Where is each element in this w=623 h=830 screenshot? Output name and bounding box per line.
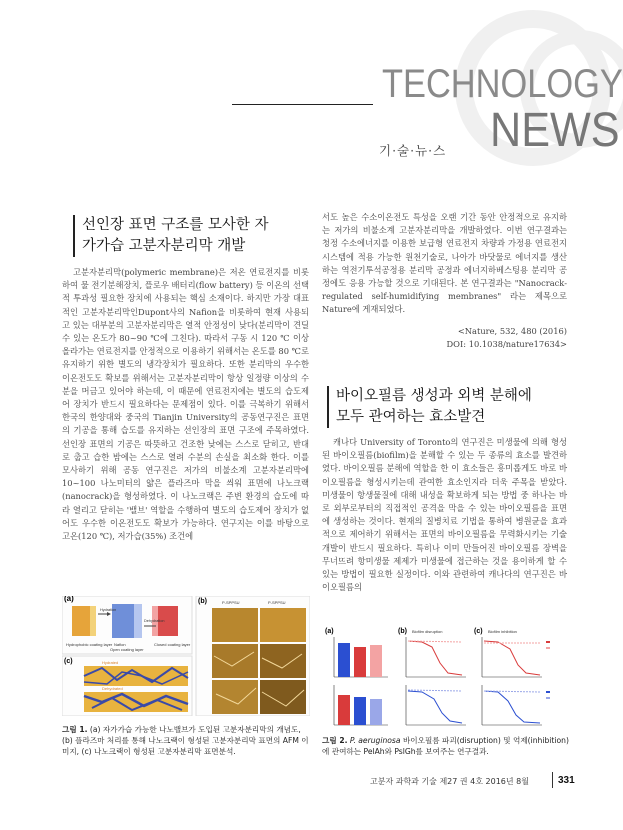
- article1-paragraph: 고분자분리막(polymeric membrane)은 저온 연료전지를 비롯하여 물 전기분해장치, 플로우 배터리(flow battery) 등 이온의 선택적 투과성 필요한 장치에 사용되는 핵심 소재이다. 하지만 가장 대표적인 고분자분리막인Dupont사의 Nafion을 비롯하여 현재 사용되고 있는 대부분의 고분자분리막은 열적 안정성이 낮다(분리막이 견딜 수 있는 온도가 80~90 ℃에 그친다). 따라서 구동 시 120 ℃ 이상 올라가는 연료전지를 안정적으로 이용하기 위해서는 온도를 80 ℃로 유지하기 위한 별도의 냉각장치가 필요하다. 또한 분리막의 우수한 이온전도도 확보를 위해서는 고분자분리막이 항상 일정량 이상의 수분을 머금고 있어야 하는데, 이 때문에 연료전지에는 별도의 습도제어 장치가 반드시 필요하다는 문제점이 있다. 이를 극복하기 위해서 한국의 한양대와 중국의 Tianjin University의 공동연구진은 표면의 기공을 통해 습도를 유지하는 선인장의 표면 구조에 주목하였다. 선인장 표면의 기공은 따뜻하고 건조한 낮에는 스스로 닫히고, 반대로 춥고 습한 밤에는 스스로 열려 수분의 손실을 최소화 한다. 이를 모사하기 위해 공동 연구진은 저가의 비불소계 고분자분리막에 10~100 나노미터의 얇은 플라즈마 막을 씌워 표면에 나노크랙(nanocrack)을 형성하였다. 이 나노크랙은 주변 환경의 습도에 따라 열리고 닫히는 '밸브' 역할을 수행하여 별도의 습도제어 장치가 없어도 우수한 이온전도도 확보가 가능하다. 연구지는 이를 바탕으로 고온(120 ℃), 저가습(35%) 조건에: [62, 267, 309, 542]
- fig2a-bar: [338, 695, 350, 725]
- section-title-news: NEWS: [490, 104, 620, 157]
- article1-doi: DOI: 10.1038/nature17634>: [446, 338, 567, 349]
- fig2a-bar: [370, 699, 382, 725]
- figure2-graphic: [322, 625, 567, 731]
- fig1b-afm-image: [212, 608, 258, 642]
- fig2a-bar: [338, 643, 350, 677]
- fig2c-legend-swatch: [546, 641, 550, 643]
- article2-body: [322, 436, 567, 594]
- figure1-caption-text: (a) 자가가습 가능한 나노밸브가 도입된 고분자분리막의 개념도, (b) 플라즈마 처리를 통해 나노크랙이 형성된 고분자분리막 표면의 AFM 이미지, (c) 나노크랙이 형성된 고분자분리막 표면분석.: [62, 725, 309, 756]
- footer-divider: [552, 772, 553, 788]
- fig1b-afm-image: [260, 608, 306, 642]
- fig1a-caption-open: Open coating layer: [110, 647, 144, 652]
- fig2-label-a: (a): [325, 628, 334, 635]
- fig1b-col2: P-SPPSU: [268, 600, 286, 605]
- fig1c-hydrated: Hydrated: [102, 660, 119, 665]
- fig2b-curve: [408, 690, 462, 691]
- fig2-label-b: (b): [398, 628, 407, 635]
- fig2b-curve: [408, 691, 462, 723]
- page-number: 331: [558, 775, 575, 786]
- fig1a-caption-right: Closed coating layer: [154, 642, 191, 647]
- fig1c-dehydrated: Dehydrated: [102, 686, 123, 691]
- section-title-technology: TECHNOLOGY: [382, 62, 623, 106]
- fig1a-left-block: [72, 606, 90, 636]
- fig1b-col1: P-SPPSU: [222, 600, 240, 605]
- fig1-label-b: (b): [198, 598, 207, 605]
- figure1-caption: [62, 724, 312, 757]
- fig2c-curve: [484, 691, 540, 723]
- figure1-caption-label: 그림 1.: [62, 725, 88, 734]
- fig2c-curve: [484, 641, 540, 675]
- article1-body-left: [62, 266, 309, 543]
- article1-body-right: [322, 211, 567, 351]
- article2-paragraph: 캐나다 University of Toronto의 연구진은 미생물에 의해 형성된 바이오필름(biofilm)을 분해할 수 있는 두 종류의 효소를 발견하였다. 바이오필름 분해에 역할을 한 이 효소들은 흥미롭게도 바로 바이오필름을 형성시키는데 관여한 효소인지라 더욱 주목을 받았다. 미생물이 항생물질에 대해 내성을 확보하게 되는 방법 중 하나는 바로 외부로부터의 직접적인 공격을 막을 수 있는 바이오필름을 표면에 생성하는 것이다. 현재의 질병치료 기법을 통하여 병원균을 효과적으로 제어하기 위해서는 표면의 바이오필름을 무력화시키는 기술 개발이 반드시 필요하다. 특히나 이미 만들어진 바이오필름 장벽을 무너뜨려 항미생물 제제가 미생물에 접근하는 것을 용이하게 할 수 있는 방법이 필요한 실정이다. 이와 관련하여 캐나다의 연구진은 바이오필름의: [322, 437, 567, 593]
- fig1b-afm-image: [260, 680, 306, 714]
- fig1-label-c: (c): [64, 658, 73, 665]
- header-rule: [232, 104, 373, 105]
- fig1a-dehydration: Dehydration: [144, 619, 165, 623]
- article2-title: [327, 386, 536, 428]
- figure2-caption: [322, 735, 570, 757]
- fig2a-bar: [354, 697, 366, 725]
- fig2c-legend-swatch: [546, 691, 550, 693]
- figure2-caption-label: 그림 2.: [322, 736, 348, 745]
- section-subtitle: 기·술·뉴·스: [379, 143, 447, 158]
- fig2c-legend-swatch: [546, 697, 550, 699]
- fig2a-bar: [370, 645, 382, 677]
- article1-reference: <Nature, 532, 480 (2016): [457, 325, 567, 336]
- fig2b-curve: [408, 641, 462, 675]
- fig2c-legend-swatch: [546, 647, 550, 649]
- figure2-caption-species: P. aeruginosa: [349, 736, 401, 745]
- figure1-graphic: [62, 596, 310, 716]
- fig1b-afm-image: [212, 644, 258, 678]
- article2-title-text: 바이오필름 생성과 외벽 분해에 모두 관여하는 효소발견: [336, 388, 532, 425]
- footer-journal: 고분자 과학과 기술 제27 권 4호 2016년 8월: [370, 777, 529, 786]
- article1-title-text: 선인장 표면 구조를 모사한 자가가습 고분자분리막 개발: [82, 217, 269, 254]
- fig1a-caption-left: Hydrophobic coating layer: [66, 642, 113, 647]
- article1-continued: 서도 높은 수소이온전도 특성을 오랜 기간 동안 안정적으로 유지하는 저가의 비불소계 고분자분리막을 개발하였다. 이번 연구결과는 청정 수소에너지를 이용한 보급형 연료전지 차량과 가정용 연료전지 시스템에 적용 가능한 원천기술로, 나아가 바닷물로 에너지를 생산하는 역전기투석공정용 분리막 공정과 에너지하베스팅용 분리막 공정에도 응용 가능할 것으로 기대된다. 본 연구결과는 "Nanocrack-regulated self-humidifying membranes" 라는 제목으로 Nature에 게재되었다.: [322, 212, 567, 315]
- fig1-label-a: (a): [64, 596, 74, 603]
- fig2-label-c: (c): [474, 628, 483, 635]
- figure2-caption-text: 바이오필름 파괴(disruption) 및 억제(inhibition)에 관여하는 PelAh와 PslGh를 보여주는 연구결과.: [322, 736, 569, 756]
- fig1a-hydration: Hydration: [100, 608, 117, 612]
- fig2a-bar: [354, 647, 366, 677]
- fig2-title-disruption: Biofilm disruption: [412, 629, 443, 634]
- fig2-title-inhibition: Biofilm inhibition: [488, 629, 517, 634]
- article1-title: [73, 215, 282, 257]
- figure1: [62, 596, 310, 716]
- fig1a-caption-nafion: Nafion: [114, 642, 126, 647]
- figure2: [322, 625, 567, 731]
- fig1b-afm-image: [212, 680, 258, 714]
